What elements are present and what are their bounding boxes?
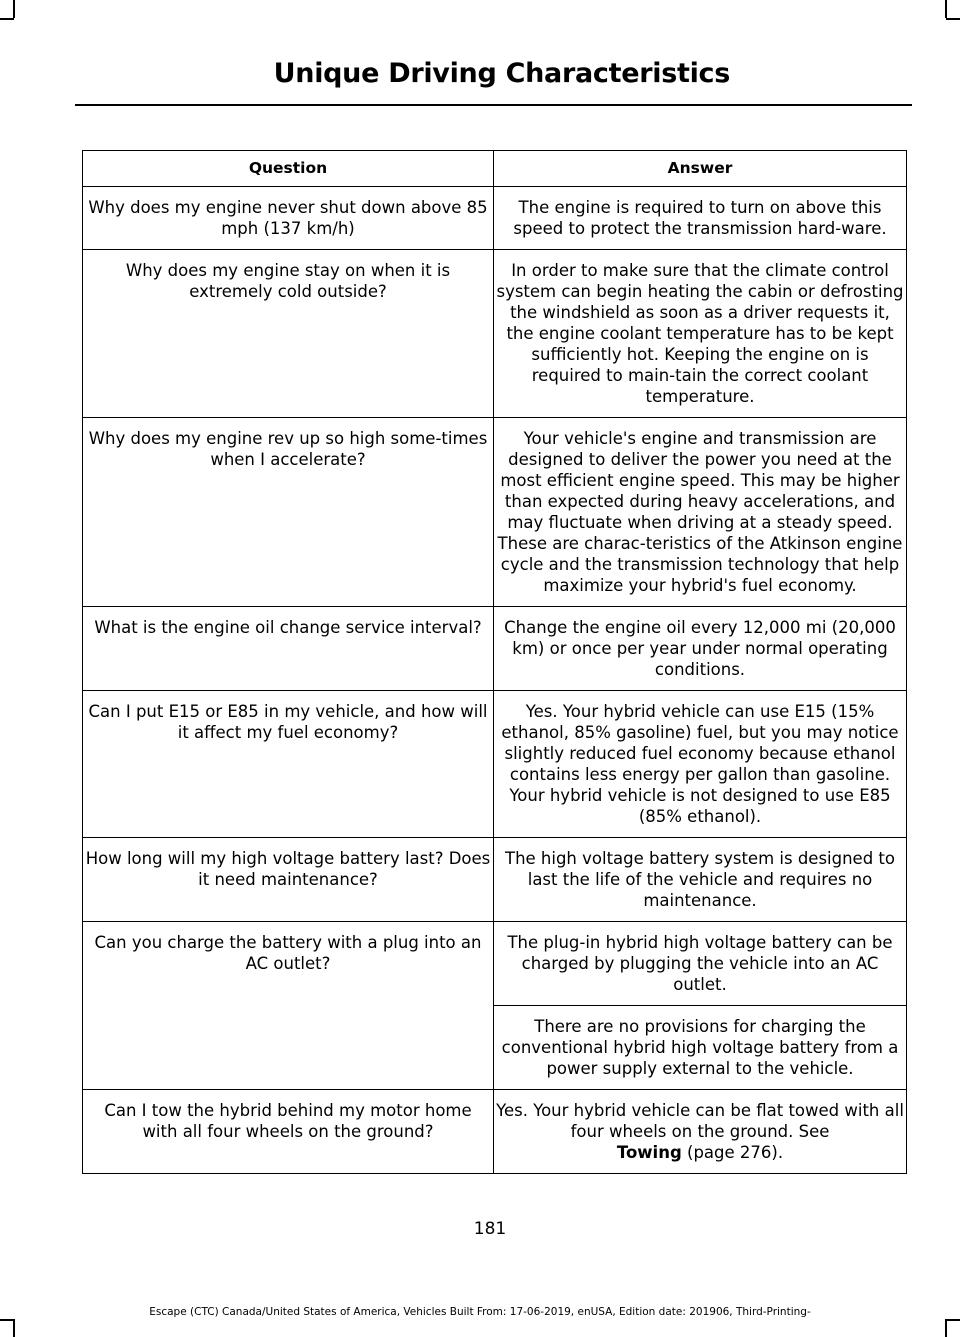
faq-table [82, 150, 907, 1174]
answer-cell: In order to make sure that the climate control system can begin heating the cabin or defrosting the windshield as soon as a driver requests it, the engine coolant temperature has to be kept sufficiently hot. Keeping the engine on is required to main-tain the correct coolant temperature. [494, 250, 907, 418]
answer-cell: The plug-in hybrid high voltage battery can be charged by plugging the vehicle into an AC outlet. [494, 922, 907, 1006]
table-row [83, 1090, 907, 1174]
question-cell: Can you charge the battery with a plug into an AC outlet? [83, 922, 494, 1090]
table-row [83, 187, 907, 250]
header-divider [75, 104, 912, 106]
crop-mark-top-left-vertical [13, 0, 15, 18]
crop-mark-bottom-right-horizontal [946, 1319, 960, 1321]
crop-mark-bottom-left-vertical [13, 1319, 15, 1337]
answer-text: Yes. Your hybrid vehicle can be flat towed with all four wheels on the ground. See [496, 1101, 904, 1141]
question-cell: Why does my engine rev up so high some-times when I accelerate? [83, 418, 494, 607]
table-row [83, 922, 907, 1006]
table-header-row [83, 151, 907, 187]
table-row [83, 691, 907, 838]
answer-cell-extra: There are no provisions for charging the conventional hybrid high voltage battery from a power supply external to the vehicle. [494, 1006, 907, 1090]
page-reference: (page 276). [681, 1143, 784, 1162]
crop-mark-bottom-right-vertical [945, 1319, 947, 1337]
crop-mark-top-right-vertical [945, 0, 947, 18]
footer-text: Escape (CTC) Canada/United States of America, Vehicles Built From: 17-06-2019, enUSA, Edition date: 201906, Third-Printing- [149, 1306, 811, 1318]
question-cell: What is the engine oil change service interval? [83, 607, 494, 691]
question-cell: Why does my engine stay on when it is extremely cold outside? [83, 250, 494, 418]
towing-reference-link[interactable]: Towing [616, 1143, 682, 1162]
answer-column-header: Answer [494, 151, 907, 187]
question-cell: How long will my high voltage battery last? Does it need maintenance? [83, 838, 494, 922]
crop-mark-top-right-horizontal [946, 18, 960, 20]
answer-cell [494, 1090, 907, 1174]
question-cell: Why does my engine never shut down above 85 mph (137 km/h) [83, 187, 494, 250]
table-row [83, 607, 907, 691]
table-row [83, 838, 907, 922]
crop-mark-top-left-horizontal [0, 18, 14, 20]
table-row [83, 418, 907, 607]
question-column-header: Question [83, 151, 494, 187]
answer-cell: The engine is required to turn on above this speed to protect the transmission hard-ware. [494, 187, 907, 250]
question-cell: Can I tow the hybrid behind my motor home with all four wheels on the ground? [83, 1090, 494, 1174]
answer-cell: The high voltage battery system is designed to last the life of the vehicle and requires no maintenance. [494, 838, 907, 922]
page-number: 181 [473, 1219, 507, 1239]
crop-mark-bottom-left-horizontal [0, 1319, 14, 1321]
answer-cell: Yes. Your hybrid vehicle can use E15 (15% ethanol, 85% gasoline) fuel, but you may notice slightly reduced fuel economy because ethanol contains less energy per gallon than gasoline. Your hybrid vehicle is not designed to use E85 (85% ethanol). [494, 691, 907, 838]
question-cell: Can I put E15 or E85 in my vehicle, and how will it affect my fuel economy? [83, 691, 494, 838]
answer-cell: Your vehicle's engine and transmission are designed to deliver the power you need at the most efficient engine speed. This may be higher than expected during heavy accelerations, and may fluctuate when driving at a steady speed. These are charac-teristics of the Atkinson engine cycle and the transmission technology that help maximize your hybrid's fuel economy. [494, 418, 907, 607]
section-title: Unique Driving Characteristics [273, 58, 730, 89]
answer-cell: Change the engine oil every 12,000 mi (20,000 km) or once per year under normal operating conditions. [494, 607, 907, 691]
table-row [83, 250, 907, 418]
